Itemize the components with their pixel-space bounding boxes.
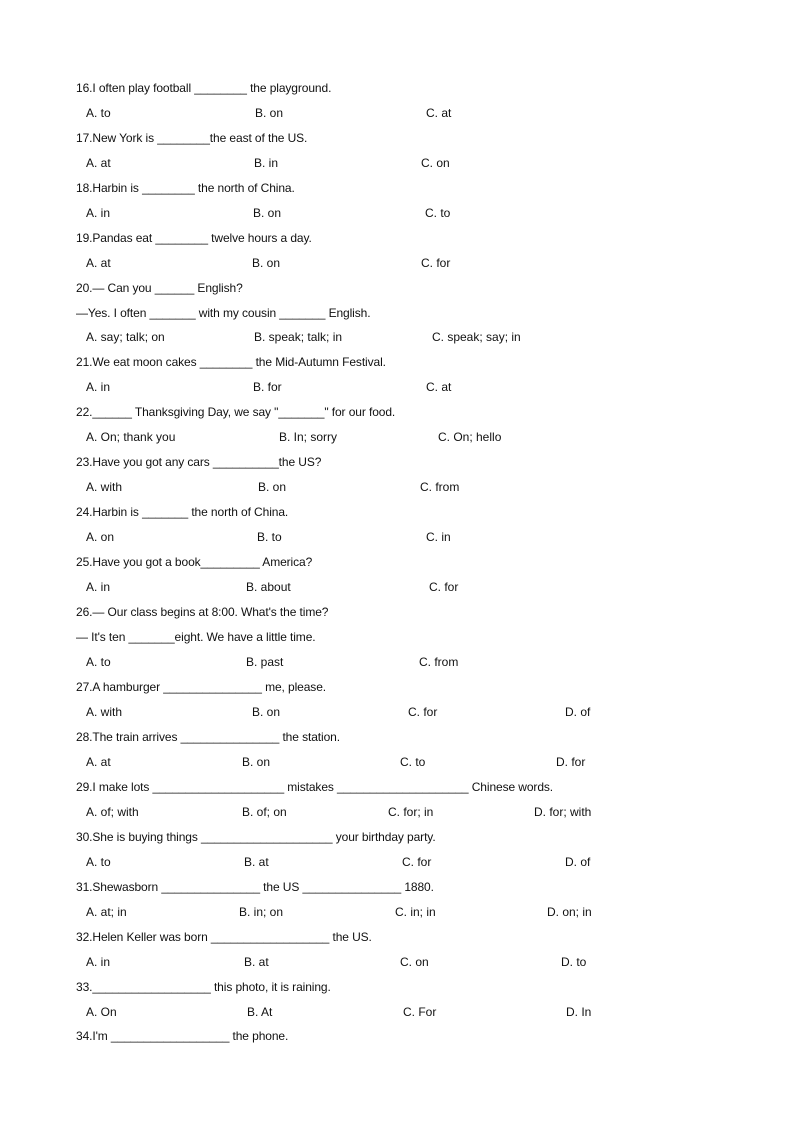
option-b: B. on [242,755,271,769]
question-text: 30.She is buying things ____________________ your birthday party. [76,830,436,844]
option-a: A. with [86,705,123,719]
option-a: A. to [86,855,111,869]
option-d: D. of [565,855,591,869]
option-b: B. on [258,480,287,494]
option-d: D. for [556,755,586,769]
answer-options [0,255,794,271]
option-b: B. on [252,256,281,270]
answer-options [0,804,794,820]
option-a: A. with [86,480,123,494]
answer-options [0,529,794,545]
question-text: 26.— Our class begins at 8:00. What's the time? [76,605,329,619]
answer-options [0,854,794,870]
option-c: C. to [400,755,426,769]
answer-options [0,379,794,395]
option-c: C. on [400,955,429,969]
option-b: B. in; on [239,905,284,919]
option-b: B. on [253,206,282,220]
option-c: C. in; in [395,905,436,919]
option-a: A. to [86,655,111,669]
answer-options [0,155,794,171]
question-text: 33.__________________ this photo, it is raining. [76,980,331,994]
option-b: B. on [252,705,281,719]
option-d: D. In [566,1005,592,1019]
option-b: B. for [253,380,282,394]
option-a: A. at [86,755,111,769]
question-text-continued: — It's ten _______eight. We have a little time. [76,630,316,644]
option-b: B. at [244,855,269,869]
option-c: C. for; in [388,805,434,819]
question-text: 32.Helen Keller was born __________________ the US. [76,930,372,944]
answer-options [0,954,794,970]
question-text: 31.Shewasborn _______________ the US _______________ 1880. [76,880,434,894]
option-b: B. about [246,580,291,594]
option-a: A. to [86,106,111,120]
option-b: B. on [255,106,284,120]
option-a: A. On; thank you [86,430,176,444]
question-text: 18.Harbin is ________ the north of China. [76,181,295,195]
option-a: A. of; with [86,805,139,819]
option-a: A. in [86,580,111,594]
option-c: C. for [402,855,432,869]
option-d: D. to [561,955,587,969]
answer-options [0,904,794,920]
question-text: 34.I'm __________________ the phone. [76,1029,289,1043]
option-c: C. for [421,256,451,270]
question-text: 24.Harbin is _______ the north of China. [76,505,289,519]
option-c: C. from [419,655,459,669]
question-text: 19.Pandas eat ________ twelve hours a day. [76,231,312,245]
question-text: 16.I often play football ________ the playground. [76,81,332,95]
answer-options [0,1004,794,1020]
option-b: B. speak; talk; in [254,330,343,344]
option-d: D. for; with [534,805,592,819]
question-text: 29.I make lots ____________________ mistakes ____________________ Chinese words. [76,780,554,794]
option-c: C. For [403,1005,437,1019]
answer-options [0,329,794,345]
option-c: C. to [425,206,451,220]
option-b: B. to [257,530,282,544]
option-c: C. at [426,106,452,120]
option-c: C. for [429,580,459,594]
option-c: C. On; hello [438,430,502,444]
option-b: B. past [246,655,284,669]
question-text-continued: —Yes. I often _______ with my cousin _______ English. [76,306,371,320]
option-c: C. for [408,705,438,719]
option-a: A. On [86,1005,117,1019]
answer-options [0,754,794,770]
option-a: A. at [86,156,111,170]
option-a: A. in [86,206,111,220]
question-text: 25.Have you got a book_________ America? [76,555,313,569]
option-a: A. on [86,530,115,544]
option-a: A. at [86,256,111,270]
option-a: A. in [86,955,111,969]
option-b: B. At [247,1005,273,1019]
answer-options [0,479,794,495]
question-text: 22.______ Thanksgiving Day, we say "_______" for our food. [76,405,396,419]
question-text: 27.A hamburger _______________ me, please. [76,680,326,694]
question-text: 23.Have you got any cars __________the US? [76,455,322,469]
answer-options [0,205,794,221]
answer-options [0,579,794,595]
option-c: C. speak; say; in [432,330,521,344]
question-text: 17.New York is ________the east of the US. [76,131,308,145]
option-b: B. In; sorry [279,430,338,444]
option-c: C. in [426,530,451,544]
question-text: 28.The train arrives _______________ the station. [76,730,340,744]
option-c: C. on [421,156,450,170]
question-text: 20.— Can you ______ English? [76,281,243,295]
option-d: D. on; in [547,905,592,919]
option-c: C. at [426,380,452,394]
answer-options [0,429,794,445]
answer-options [0,654,794,670]
option-d: D. of [565,705,591,719]
option-a: A. in [86,380,111,394]
option-b: B. at [244,955,269,969]
answer-options [0,704,794,720]
question-text: 21.We eat moon cakes ________ the Mid-Autumn Festival. [76,355,386,369]
option-b: B. in [254,156,279,170]
option-b: B. of; on [242,805,287,819]
option-a: A. at; in [86,905,127,919]
option-a: A. say; talk; on [86,330,165,344]
answer-options [0,105,794,121]
option-c: C. from [420,480,460,494]
